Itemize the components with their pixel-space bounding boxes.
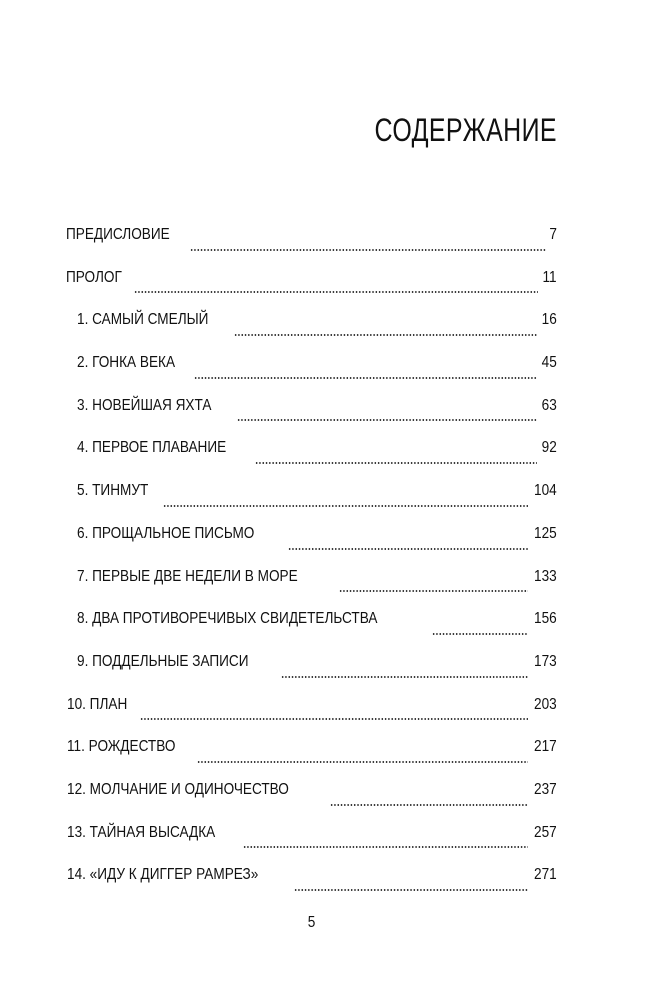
dot-leader bbox=[234, 334, 538, 336]
dot-leader bbox=[190, 249, 546, 251]
toc-entry-title: 9. ПОДДЕЛЬНЫЕ ЗАПИСИ bbox=[77, 652, 249, 670]
toc-entry-title: 1. САМЫЙ СМЕЛЫЙ bbox=[77, 311, 209, 329]
toc-entry-chapter-1 bbox=[66, 307, 557, 350]
toc-entry-title: 14. «ИДУ К ДИГГЕР РАМРЕЗ» bbox=[67, 866, 259, 884]
toc-entry-chapter-7 bbox=[66, 564, 557, 607]
toc-entry-page: 92 bbox=[541, 439, 557, 457]
dot-leader bbox=[237, 419, 537, 421]
toc-entry-page: 173 bbox=[534, 652, 557, 670]
toc-entry-page: 217 bbox=[534, 738, 557, 756]
toc-entry-page: 203 bbox=[534, 695, 557, 713]
toc-entry-title: 12. МОЛЧАНИЕ И ОДИНОЧЕСТВО bbox=[67, 780, 289, 798]
toc-entry-page: 237 bbox=[534, 780, 557, 798]
toc-entry-page: 63 bbox=[541, 396, 557, 414]
dot-leader bbox=[330, 804, 528, 806]
toc-entry-title: 3. НОВЕЙШАЯ ЯХТА bbox=[77, 396, 212, 414]
toc-entry-title: 4. ПЕРВОЕ ПЛАВАНИЕ bbox=[77, 439, 227, 457]
toc-entry-page: 257 bbox=[534, 823, 557, 841]
dot-leader bbox=[134, 291, 539, 293]
dot-leader bbox=[194, 377, 537, 379]
page-number: 5 bbox=[307, 914, 316, 931]
toc-entry-page: 125 bbox=[534, 524, 557, 542]
toc-entry-page: 11 bbox=[542, 268, 557, 286]
dot-leader bbox=[163, 505, 528, 507]
toc-entry-page: 16 bbox=[541, 311, 557, 329]
toc-entry-title: ПРЕДИСЛОВИЕ bbox=[66, 226, 170, 243]
toc-entry-chapter-12 bbox=[66, 777, 557, 820]
toc-entry-chapter-8 bbox=[66, 606, 557, 649]
toc-entry-page: 271 bbox=[534, 866, 557, 884]
toc-entry-chapter-4 bbox=[66, 435, 557, 478]
toc-entry-chapter-10 bbox=[66, 692, 557, 735]
toc-entry-chapter-2 bbox=[66, 350, 557, 393]
table-of-contents bbox=[66, 222, 557, 905]
toc-entry-title: 5. ТИНМУТ bbox=[77, 482, 149, 500]
toc-entry-chapter-6 bbox=[66, 521, 557, 564]
toc-entry-title: ПРОЛОГ bbox=[66, 268, 122, 286]
dot-leader bbox=[140, 718, 528, 720]
toc-entry-chapter-9 bbox=[66, 649, 557, 692]
toc-entry-title: 7. ПЕРВЫЕ ДВЕ НЕДЕЛИ В МОРЕ bbox=[77, 567, 298, 585]
toc-entry-title: 11. РОЖДЕСТВО bbox=[67, 738, 176, 756]
toc-entry-chapter-3 bbox=[66, 393, 557, 436]
dot-leader bbox=[243, 846, 528, 848]
toc-entry-chapter-5 bbox=[66, 478, 557, 521]
page-title: СОДЕРЖАНИЕ bbox=[374, 112, 557, 148]
toc-entry-title: 8. ДВА ПРОТИВОРЕЧИВЫХ СВИДЕТЕЛЬСТВА bbox=[77, 610, 378, 628]
dot-leader bbox=[294, 889, 528, 891]
toc-entry-page: 7 bbox=[549, 226, 557, 243]
toc-entry-title: 10. ПЛАН bbox=[67, 695, 128, 713]
dot-leader bbox=[288, 548, 529, 550]
toc-entry-chapter-13 bbox=[66, 820, 557, 863]
toc-entry-chapter-14 bbox=[66, 862, 557, 905]
toc-entry-title: 6. ПРОЩАЛЬНОЕ ПИСЬМО bbox=[77, 524, 255, 542]
toc-entry-title: 2. ГОНКА ВЕКА bbox=[77, 354, 176, 372]
dot-leader bbox=[281, 676, 529, 678]
toc-entry-title: 13. ТАЙНАЯ ВЫСАДКА bbox=[67, 823, 216, 841]
dot-leader bbox=[255, 462, 538, 464]
toc-entry-chapter-11 bbox=[66, 734, 557, 777]
toc-entry-page: 45 bbox=[541, 354, 557, 372]
dot-leader bbox=[197, 761, 529, 763]
toc-entry-prologue bbox=[66, 265, 557, 308]
dot-leader bbox=[432, 633, 528, 635]
dot-leader bbox=[339, 590, 529, 592]
toc-entry-page: 156 bbox=[534, 610, 557, 628]
toc-entry-page: 133 bbox=[534, 567, 557, 585]
toc-entry-preface bbox=[66, 222, 557, 265]
toc-entry-page: 104 bbox=[534, 482, 557, 500]
